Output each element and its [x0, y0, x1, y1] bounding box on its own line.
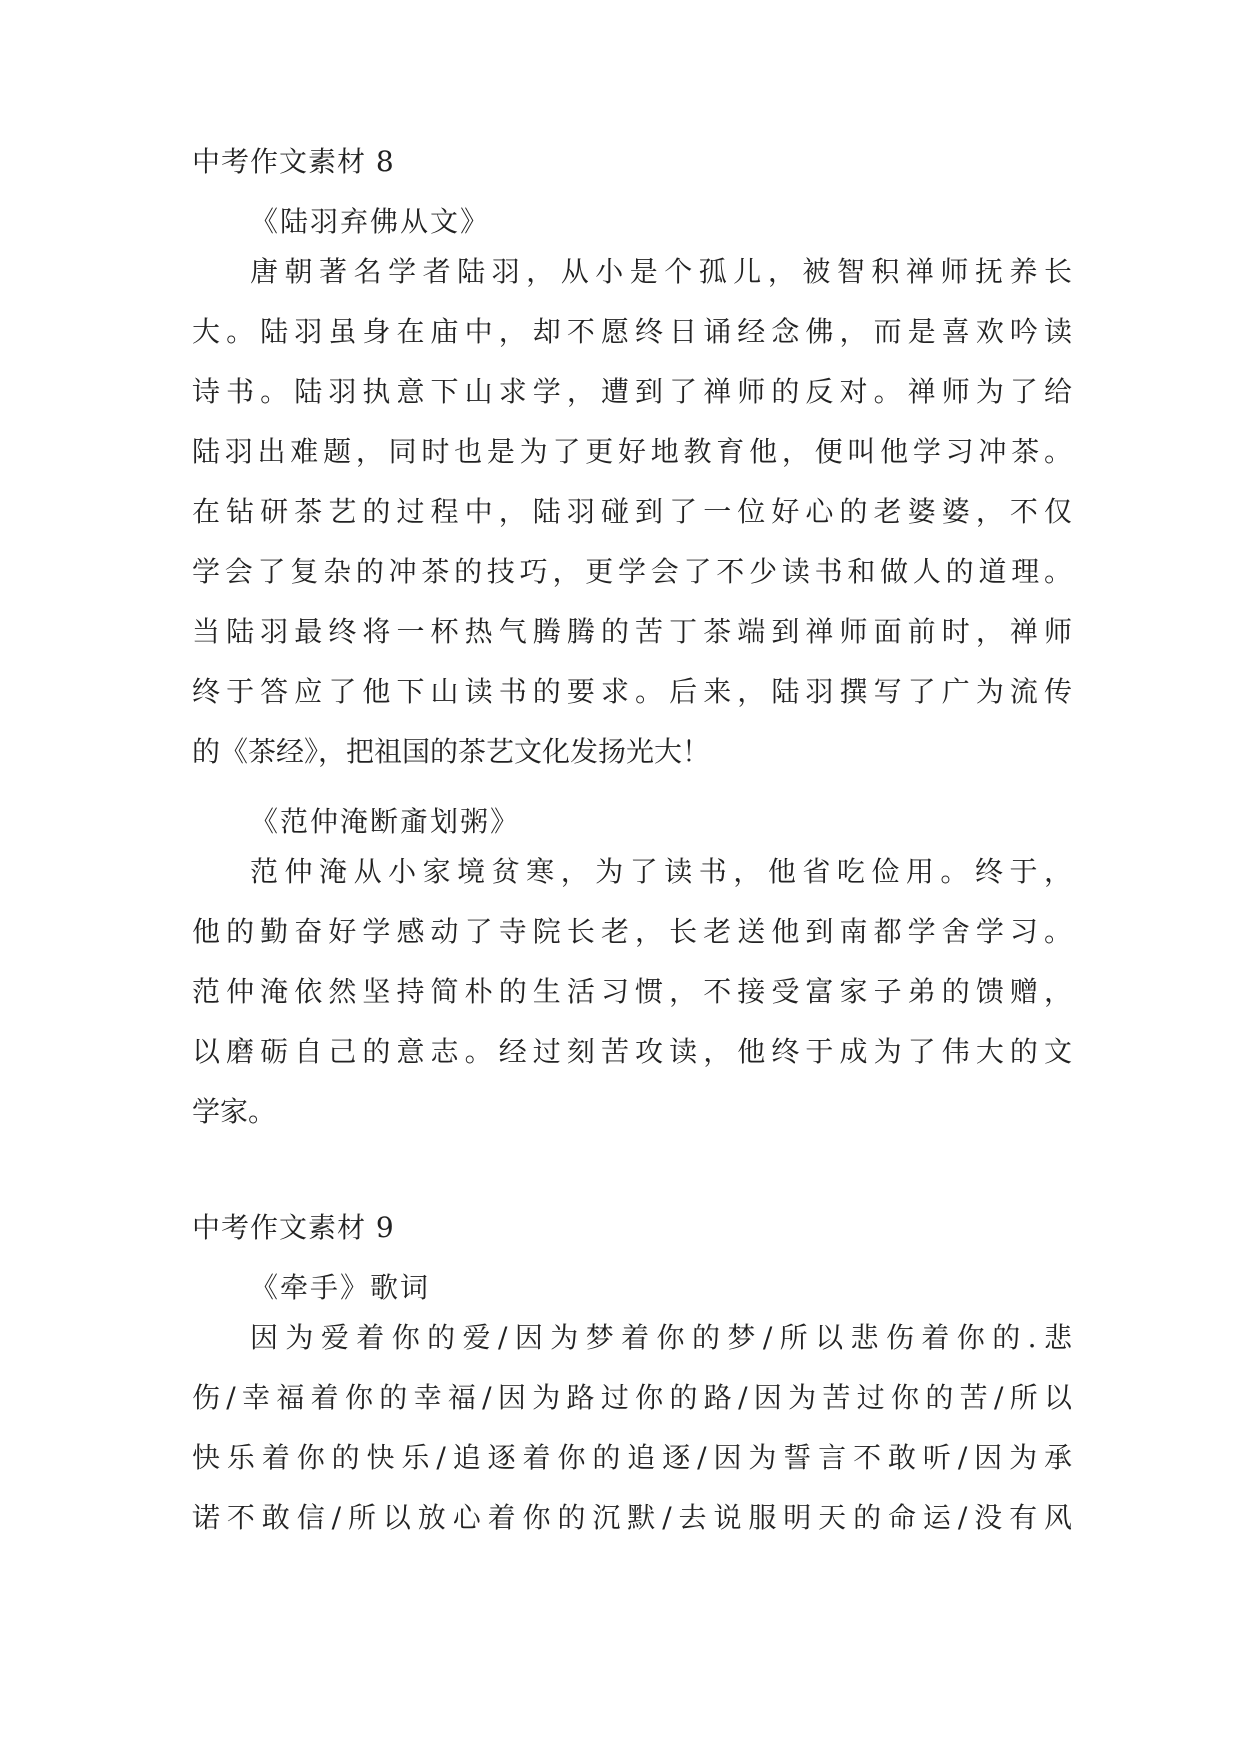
body-line: 因为爱着你的爱/因为梦着你的梦/所以悲伤着你的.悲 [250, 1321, 1072, 1354]
body-line: 陆羽出难题，同时也是为了更好地教育他，便叫他学习冲茶。 [192, 435, 1072, 468]
body-line: 诺不敢信/所以放心着你的沉默/去说服明天的命运/没有风 [192, 1501, 1072, 1534]
body-line: 唐朝著名学者陆羽，从小是个孤儿，被智积禅师抚养长 [250, 255, 1072, 288]
section-heading: 中考作文素材 8 [192, 145, 395, 178]
body-line: 他的勤奋好学感动了寺院长老，长老送他到南都学舍学习。 [192, 915, 1072, 948]
article-body [192, 1308, 1072, 1548]
body-line: 的《茶经》，把祖国的茶艺文化发扬光大！ [192, 735, 711, 768]
body-line: 快乐着你的快乐/追逐着你的追逐/因为誓言不敢听/因为承 [192, 1441, 1072, 1474]
body-line: 范仲淹依然坚持简朴的生活习惯，不接受富家子弟的馈赠， [192, 975, 1072, 1008]
body-line: 在钻研茶艺的过程中，陆羽碰到了一位好心的老婆婆，不仅 [192, 495, 1072, 528]
body-line: 诗书。陆羽执意下山求学，遭到了禅师的反对。禅师为了给 [192, 375, 1072, 408]
body-line: 大。陆羽虽身在庙中，却不愿终日诵经念佛，而是喜欢吟读 [192, 315, 1072, 348]
article-title: 《牵手》歌词 [250, 1271, 431, 1304]
body-line: 学家。 [192, 1095, 277, 1128]
section-heading: 中考作文素材 9 [192, 1211, 395, 1244]
body-line: 学会了复杂的冲茶的技巧，更学会了不少读书和做人的道理。 [192, 555, 1072, 588]
article-body [192, 242, 1072, 782]
article-body [192, 842, 1072, 1142]
article-title: 《范仲淹断齑划粥》 [250, 805, 521, 838]
body-line: 范仲淹从小家境贫寒，为了读书，他省吃俭用。终于， [250, 855, 1072, 888]
body-line: 当陆羽最终将一杯热气腾腾的苦丁茶端到禅师面前时，禅师 [192, 615, 1072, 648]
body-line: 以磨砺自己的意志。经过刻苦攻读，他终于成为了伟大的文 [192, 1035, 1072, 1068]
body-line: 伤/幸福着你的幸福/因为路过你的路/因为苦过你的苦/所以 [192, 1381, 1072, 1414]
body-line: 终于答应了他下山读书的要求。后来，陆羽撰写了广为流传 [192, 675, 1072, 708]
article-title: 《陆羽弃佛从文》 [250, 205, 491, 238]
